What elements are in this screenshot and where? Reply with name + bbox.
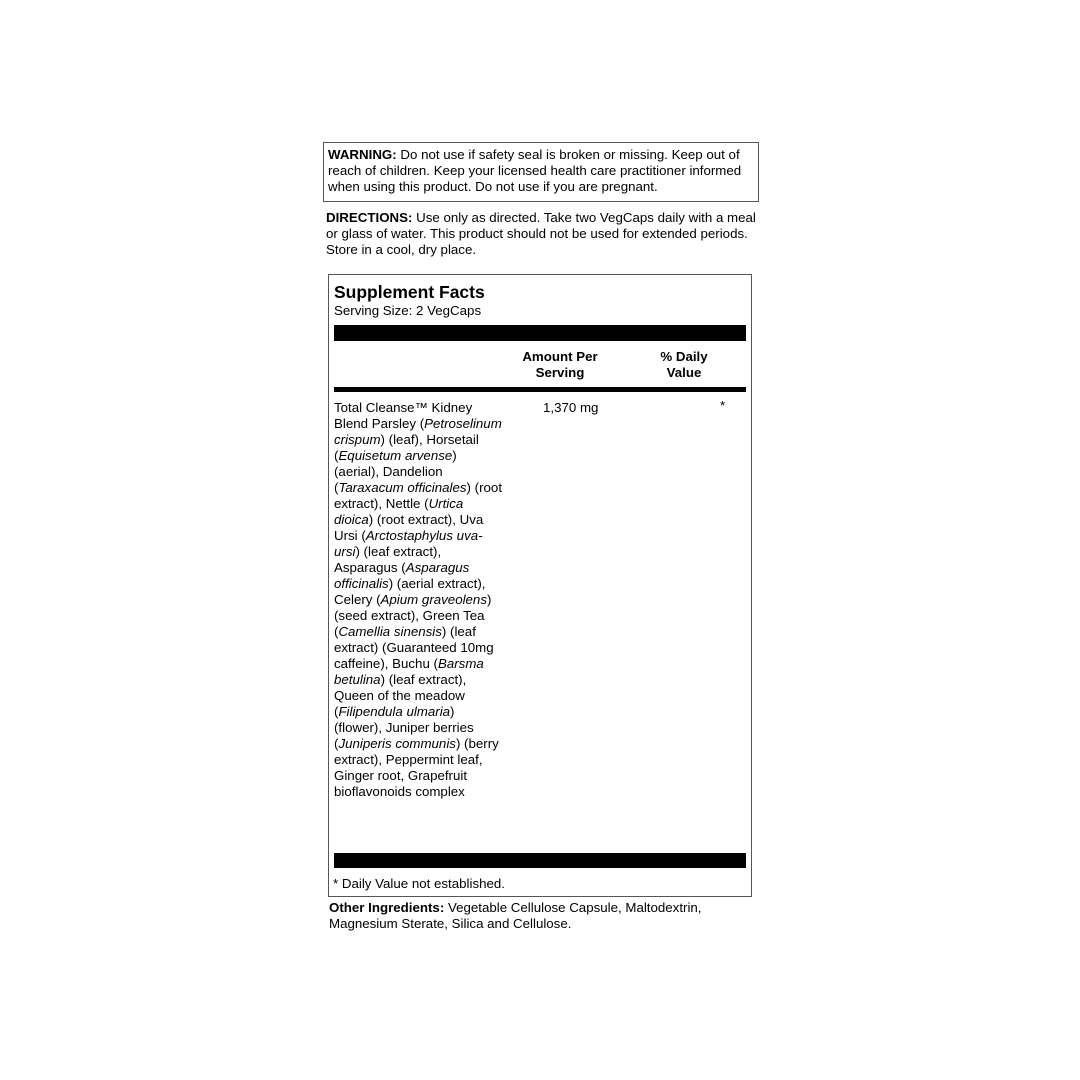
botanical-name: Petroselinum crispum [334,416,502,447]
directions-label: DIRECTIONS: [326,210,413,225]
botanical-name: Taraxacum officinales [338,480,467,495]
botanical-name: Juniperis communis [338,736,456,751]
ingredient-text: ) (leaf extract), Asparagus ( [334,544,442,575]
other-ingredients-text: Vegetable Cellulose Capsule, Maltodextrin, Magnesium Sterate, Silica and Cellulose. [329,900,702,931]
directions-text: Use only as directed. Take two VegCaps daily with a meal or glass of water. This product should not be used for extended periods. Store in a cool, dry place. [326,210,756,257]
directions [326,210,756,258]
other-ingredients-label: Other Ingredients: [329,900,445,915]
ingredient-text: ) (berry extract), Peppermint leaf, Ginger root, Grapefruit bioflavonoids complex [334,736,499,799]
botanical-name: Barsma betulina [334,656,484,687]
ingredient-text: ) (leaf extract) (Guaranteed 10mg caffeine), Buchu ( [334,624,494,671]
botanical-name: Camellia sinensis [338,624,442,639]
supplement-facts-panel [328,274,752,897]
divider-rule [334,387,746,392]
other-ingredients [329,900,759,932]
ingredient-name [334,400,504,800]
ingredient-text: ) (seed extract), Green Tea ( [334,592,492,639]
serving-size: Serving Size: 2 VegCaps [334,303,482,318]
ingredient-text: ) (leaf extract), Queen of the meadow ( [334,672,467,719]
botanical-name: Filipendula ulmaria [338,704,451,719]
column-header-dv-line2: Value [666,365,702,380]
column-header-amount-line1: Amount Per [522,349,598,364]
ingredient-text: Total Cleanse™ Kidney Blend Parsley ( [334,400,473,431]
ingredient-text: ) (aerial extract), Celery ( [334,576,486,607]
supplement-facts-title: Supplement Facts [334,282,485,302]
ingredient-text: ) (root extract), Nettle ( [334,480,503,511]
footnote: * Daily Value not established. [333,876,505,891]
ingredient-text: ) (root extract), Uva Ursi ( [334,512,484,543]
botanical-name: Asparagus officinalis [334,560,470,591]
warning-text: Do not use if safety seal is broken or missing. Keep out of reach of children. Keep your licensed health care practitioner informed when using this product. Do not use if you are pregnant. [328,147,742,194]
ingredient-amount: 1,370 mg [543,400,599,415]
botanical-name: Urtica dioica [334,496,464,527]
warning-label: WARNING: [328,147,397,162]
column-header-dv-line1: % Daily [660,349,708,364]
divider-bar-bottom [334,853,746,868]
warning-box [323,142,759,202]
ingredient-text: ) (aerial), Dandelion ( [334,448,457,495]
botanical-name: Arctostaphylus uva-ursi [334,528,483,559]
ingredient-text: ) (flower), Juniper berries ( [334,704,474,751]
column-header-daily-value [634,349,734,381]
column-header-amount-line2: Serving [535,365,585,380]
ingredient-text: ) (leaf), Horsetail ( [334,432,479,463]
botanical-name: Equisetum arvense [338,448,453,463]
botanical-name: Apium graveolens [380,592,487,607]
column-header-amount [504,349,616,381]
ingredient-daily-value: * [720,398,726,413]
divider-bar [334,325,746,341]
